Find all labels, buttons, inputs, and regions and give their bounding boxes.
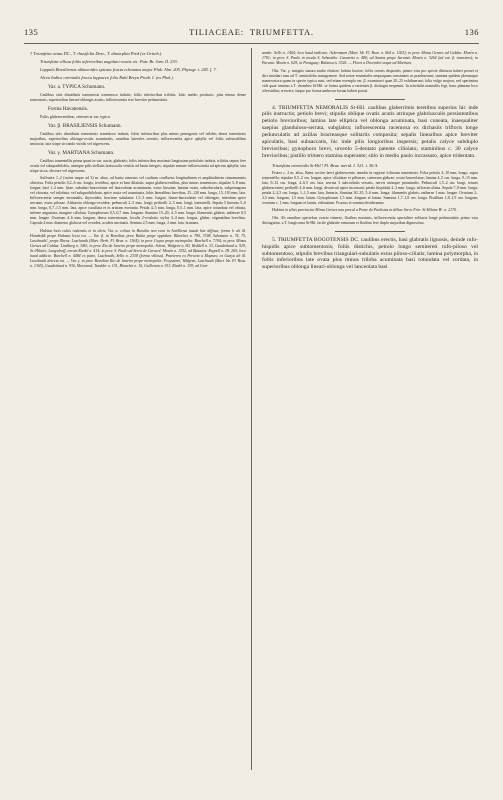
page-header	[24, 27, 479, 41]
variety-a-heading: Var. a. TYPICA Schumann.	[48, 83, 106, 90]
synonym-2: Triumfetta villosa foliis inferioribus angulato-ovatis etc. Patr. Br. Jam. II. 233.	[40, 59, 178, 64]
page-number-right: 136	[464, 27, 479, 37]
species-4-citation: Triumfetta nemoralis St-Hil.! Fl. Bras. merid. I. 321. t. 56 A.	[272, 162, 379, 168]
species-5-diagnosis: 5. TRIUMFETTA BOGOTENSIS DC. caulibus erectis, basi glabratis lignosis, deinde rufo-hispidis apice subtomentosis; foliis distichis, petiolo longo semiteretí rufo-piloso vel subtomentoso, stipulis brevibus triangulari-subulatis extus piloso-ciliatis; lamina polymorpha, in foliis inferioribus late ovata plus minus triloba acuminata basi rotundata vel cordata, in superioribus oblonga lineari-oblonga vel lanceolata basi	[262, 236, 478, 271]
synonym-3: Lappula Brasiliensis althaeoides spicata fructu echinatus major Pluk. Alm. 205, Phytogr. t. 245. f. 7.	[40, 67, 217, 72]
habitat-continued: sando: Sello n. 1404; loco haud indicato: Ackermann (Mart. hb. Fl. Bras. n. 664 n. 1363); in prov. Minas Geraes ad Caldas: Mosén n. 1791; in prov. S. Paulo in insula S. Sebastião: Casaretto n. 480; ad Santos prope Saramá: Mosén n. 3264 (ad var. β. transiens); in Parana: Mosén n. 629; in Paraguay: Balansa n. 3326. — Floret a Decembri usque ad Martium.	[262, 51, 478, 65]
species-4-description: Frutex c. 2 m. altus. Rami cortice laevi glabrescente, annulis in regione foliorum tomentosis. Folia petiolo 4–10 mm. longo, supra tomentello; stipulae 0,5–2 cm. longae, apice ciliolatae et piliserae, caeterum glabrae, ovato-lanceolatae; lamina 4–5 cm. longa, 9–15 mm. lata, 9–12 cm. longa, 4–6,5 cm. lata, serrata 3 subcordatis serratis, nervis utrinque prominulis. Pedunculi 1,5–2 cm. longi, tenues glabrescentes; pedicelli 4–6 mm. longi, divaricati apice incrassati; petala hispidula 2–3 mm. longa, ad basin ciliata. Sepala 7–8 mm. longa; petala 2–2,5 cm. longa, 1–1,5 mm. lata, linearia. Stamina 30–35, 5–6 mm. longa; filamentis glabris; antherae 1 mm. longae. Ovarium 2–2,5 mm. longum, 1,5 mm. latum. Gynophorum 1,5 mm. longum et latum. Stamina 1,7–1,8 cm. longa. Pistillum 1,8–1,9 cm. longum; ovarium c. 1 mm. longum et latum, echinatum. Fructus et semina desiderantur.	[262, 170, 478, 205]
species-4-observation: Obs. Ab omnibus speciebus ovario trimero, floribus maximis, inflorescentia specialiter solitaria longe pedunculatis primo visu distinguitur, a T. longicoma St-Hil. facile glabritie ramorum et floribus fere duplo majoribus dignoscitur.	[262, 215, 478, 225]
running-title-right: TRIUMFETTA.	[249, 27, 314, 37]
habitat-text: Habitat locis cultis ruderatis et in silvis. Var. a. colitur in Brasilia non rara in Antilliensi insula late diffusa; forma h. ab ill. Humboldt prope Habana lecta est. — Var. β. in Brasiliae prov. Bahia prope oppidum: Blanchet n. 780, 3748, Salzmann n. 74, 75, Luschnath!, prope Ilheos: Luschnath (Mart. Herb. Fl. Bras. n. 1364); in prov. Goyaz prope metropolin: Burchell n. 7194; in prov. Minas Geraes ad Caldas: Lindberg n. 346!; in prov. Rio de Janeiro prope metropolin: Schott, Widgren n. 80, Weddell n. 33, Gaudichaud n. 929, St.-Hilaire, Langsdorff, eorum Riedel n. 414; in prov. S. Paulo ad Serra de Caracol: Mosén n. 1552; ad Batatais: Regnell n. III. 265; loco haud addicto: Burchell n. 4484 ex parte, Luschnath, Sello n. 2338 (forma villosa). Praeterea ex Peruvia a Maynas; ex Guaya ab ill. Luschnath detecta est. — Var. γ. in prov. Brasiliae Rio de Janeiro prope metropolin: Frayssinet, Widgren, Luschnath (Mart. hb. Fl. Bras. n. 1365), Gaudichaud n. 930, Moricand, Tambler n. 151, Blanchet n. 16, Guillemin n. 913, Riedel n. 159; ad Gon-	[30, 228, 246, 268]
left-column	[30, 51, 246, 773]
column-divider	[251, 48, 252, 770]
synonym-4: Alcea Indica orientalis fructu lappaceo folio Rubi Breyn Prodr. I. (ex Pluk.).	[40, 75, 174, 80]
description-text: Suffrutex 1–2 (rarius usque ad 3) m. altus, ad basin ramosus vel caulium confluens longitudinem et amplitudinem cinnamomeis obtectus. Folia petiolis 0,2–6 cm. longis, teretibus, apice et basi dilatatis, supra glabrescentibus, plus minus tomentosis; stipulae 5–8 mm. longae, basi 1–2 mm. latae, subulato-lanceolatae vel lanceolatae acuminatae, extus hirsutae; lamina ovata, suborbicularis, subpentagona vel obovata, vel trilobata, vel subquadrilobata, apice acuta vel acuminata, lobis lateralibus brevibus, 25–120 mm. longa, 15–110 mm. lata. Inflorescentia semper terminalis, thyrsoidea; bracteae subulatae 1,5–3 mm. longae, linear-lanceolatae vel oblongae, interdum apice serratae, extus pilosae. Alabastra oblongo-ovoidea; pedunculi 2–5 mm. longi; pedicelli 2–3 mm. longi, tomentelli. Sepala 5 linearia 5–6 mm. longa, 0,7–1,5 mm. lata, apice cucullata et in aristam exeuntia. Petala 4–5 mm. longa, 0,5–1 mm. lata, apice rotundata vel obtusa, inferne angustata, margine ciliolata. Gynophorum 0,5–0,7 mm. longum. Stamina 15–20, 4–5 mm. longa; filamentis glabris; antherae 0,5 mm. longae. Ovarium 4–6 mm. longum, dense tomentosum, loculis 2-ovulatis; stylus 3–4 mm. longus, glaber, stigmatibus brevibus. Capsula 4 mm. diametro globosa vel ovoidea, aculeis uncinatis. Semina 2,5 mm. longa, 2 mm. lata, brunnea.	[30, 176, 246, 225]
header-rule	[24, 43, 479, 44]
synonym-1: † Triumfetta ovata DC., T. rhusifolia Desv., T. dimorphia Pred (ex Griseb.).	[30, 51, 163, 56]
variety-c-text: Caulibus tomentellis prima quasi in var. aucta; glabratis; foliis inferioribus maximis longissime petiolatis indutis, trilobis sepius fere ovatis vel subquadrilobis, utrinque pilis stellatis laxiusculis vestitis ad basin integris; stipulae minute inflorescentia ad apicem aphylla; tata stirpe sicca, obscure vel nigrescens.	[30, 158, 246, 173]
right-column	[262, 51, 478, 773]
observation-text: Obs. Var. γ. insignis statura multo elatiore, habitu laxiore, foliis crassis dispositis, primo visu pro specie distincta haberi posset et dici insidiari tum ad T. semitriloba transgrenere. Sed notae essentiales nequaquam constantes se praebuerunt; stamina quidem plerumque numerosiora quam in specie typica sunt, sed etiam exempla var. β. examinavi quae 20–25 exhibuerunt; folia vulgo majora, sed specimina vidi quae omnino a T. rhombeo St-Hil. se forma quidem a varietatis β. distingui nequeunt. In schedulis nonnullis legi, hanc plantam loco silvestribus crescere, itaque pro forma umbrosa forsan haberi possit.	[262, 68, 478, 93]
running-title	[189, 27, 314, 37]
species-4-diagnosis: 4. TRIUMFETTA NEMORALIS St-Hil. caulibus glaberrimis teretibus superius hic inde pilis instructis; petiolo brevi; stipulis oblique ovatis acutis utrinque glabriusculis persistentibus petiolo brevioribus; lamina late elliptica vel oblonga acuminata, basi cuneata, inaequaliter saepius glanduloso-serrata, subglabra; inflorescentia racemosa ex dichasiis trifloris longe pedunculatis ad axillas bracteasque solitariis composita; sepalis linearibus apice breviter apiculatis, basi subsaccatis, hic inde pilis longioribus inspersis; petalis calyce subduplo brevioribus; gynophoro brevi, urceolo 5-dentato patente ciliolato; staminibus c. 30 calyce brevioribus; pistillo trimero stamina superante; stilo in medio paulo incrassato, apice tridentato.	[262, 104, 478, 159]
forma-heading: Forma Havanensis.	[48, 105, 89, 112]
section-separator	[335, 99, 405, 100]
species-4-habitat: Habitat in silvis provinciae Minas Geraes non procul a Ponte do Paulistas in déline Serro Frio: St-Hilaire B¹. n. 2170.	[272, 208, 457, 213]
variety-a-text: Caulibus sitis dimidiatis tomentosis tomentoso indutis; foliis inferioribus trilobis, lobo medio producto, plus minus dense tomentosis, superioribus lineari-oblongis acutis; inflorescentia sive breviter pedunculata.	[30, 92, 246, 102]
variety-b-heading: Var. β. BRASILIENSIS Schumann.	[48, 122, 122, 129]
section-separator-2	[335, 231, 405, 232]
forma-text: Foliis glabrescentibus, ceterum ut var. typica.	[40, 114, 111, 119]
page-number-left: 135	[24, 27, 39, 37]
variety-b-text: Caulibus sitis dimidiatis tomentosis tomentoso indutis; foliis inferioribus plus minus pentagonis vel trilobis dense tomentosis majoribus, superioribus oblongo-ovatis acuminatis, omnibus laterales serratis; inflorescentia apice aphylla vel foliis subsessilibus instructa; tata stirpe siccando viridis vel nigrescens.	[30, 131, 246, 146]
running-title-left: TILIACEAE:	[189, 27, 244, 37]
variety-c-heading: Var. γ. MARTIANA Schumann.	[48, 149, 115, 156]
